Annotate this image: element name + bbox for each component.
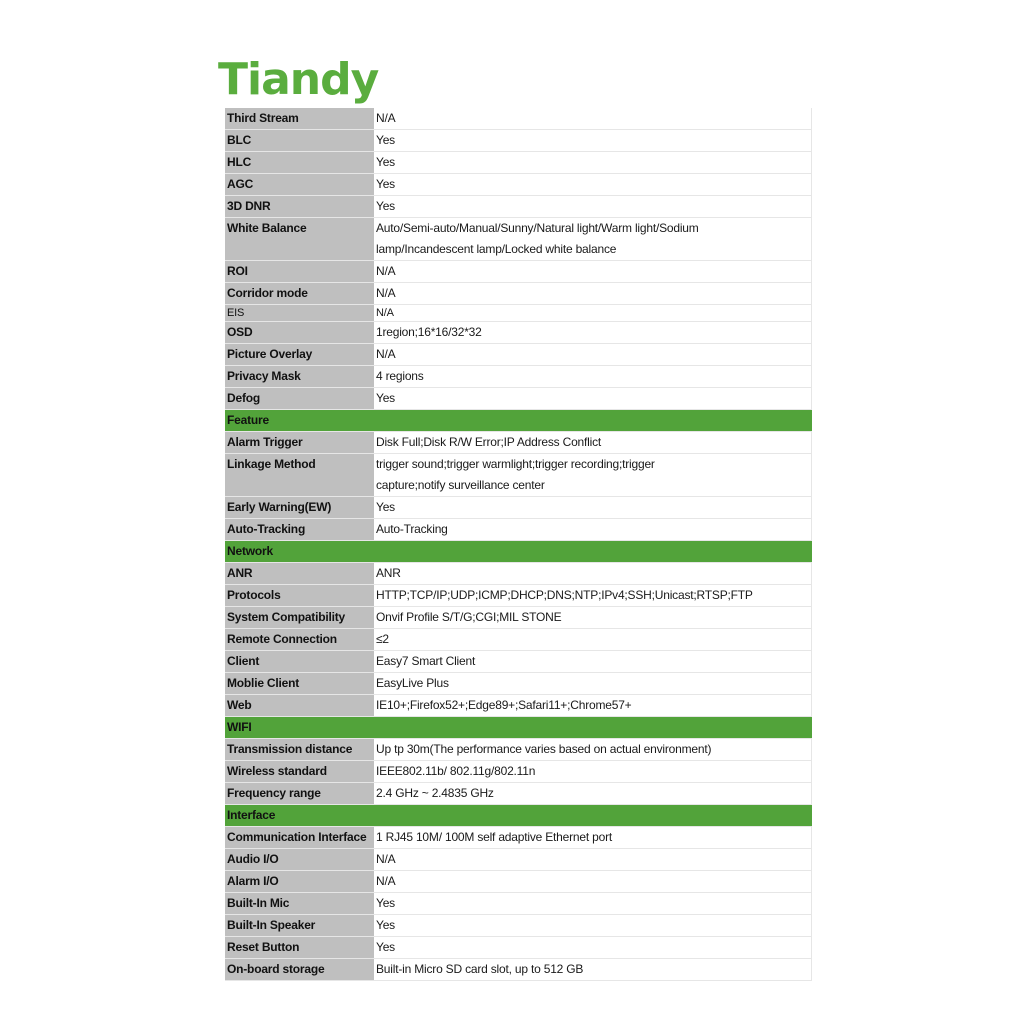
- spec-key: BLC: [225, 130, 374, 152]
- section-fill: [374, 541, 811, 563]
- section-fill: [374, 410, 811, 432]
- spec-value: N/A: [374, 108, 811, 130]
- spec-key: Built-In Mic: [225, 893, 374, 915]
- spec-value: [374, 218, 811, 261]
- spec-key: Communication Interface: [225, 827, 374, 849]
- spec-value: ≤2: [374, 629, 811, 651]
- spec-value: Disk Full;Disk R/W Error;IP Address Conflict: [374, 432, 811, 454]
- spec-row: [225, 783, 811, 805]
- spec-value: N/A: [374, 261, 811, 283]
- spec-row: [225, 108, 811, 130]
- spec-key: Early Warning(EW): [225, 497, 374, 519]
- spec-row: [225, 130, 811, 152]
- spec-key: Defog: [225, 388, 374, 410]
- spec-key: Moblie Client: [225, 673, 374, 695]
- spec-key: OSD: [225, 322, 374, 344]
- spec-value: Yes: [374, 152, 811, 174]
- spec-row: [225, 432, 811, 454]
- spec-key: ROI: [225, 261, 374, 283]
- spec-value: Yes: [374, 937, 811, 959]
- spec-value: Onvif Profile S/T/G;CGI;MIL STONE: [374, 607, 811, 629]
- spec-row: [225, 695, 811, 717]
- spec-value: 2.4 GHz ~ 2.4835 GHz: [374, 783, 811, 805]
- spec-row: [225, 454, 811, 497]
- spec-value: 4 regions: [374, 366, 811, 388]
- spec-row: [225, 959, 811, 981]
- spec-value: Auto-Tracking: [374, 519, 811, 541]
- spec-value: [374, 454, 811, 497]
- spec-value: ANR: [374, 563, 811, 585]
- spec-value: 1region;16*16/32*32: [374, 322, 811, 344]
- spec-value: Yes: [374, 497, 811, 519]
- spec-key: 3D DNR: [225, 196, 374, 218]
- spec-row: [225, 261, 811, 283]
- spec-key: Reset Button: [225, 937, 374, 959]
- spec-key: On-board storage: [225, 959, 374, 981]
- spec-row: [225, 322, 811, 344]
- spec-row: [225, 497, 811, 519]
- spec-key: Web: [225, 695, 374, 717]
- spec-row: [225, 651, 811, 673]
- spec-key: Audio I/O: [225, 849, 374, 871]
- spec-row: [225, 849, 811, 871]
- spec-value: Easy7 Smart Client: [374, 651, 811, 673]
- spec-value: Up tp 30m(The performance varies based on actual environment): [374, 739, 811, 761]
- spec-value-line: capture;notify surveillance center: [376, 478, 545, 492]
- spec-value: N/A: [374, 849, 811, 871]
- section-title: Network: [225, 541, 374, 563]
- spec-key: Alarm Trigger: [225, 432, 374, 454]
- spec-value: Yes: [374, 388, 811, 410]
- spec-row: [225, 196, 811, 218]
- spec-key: AGC: [225, 174, 374, 196]
- spec-row: [225, 739, 811, 761]
- spec-row: [225, 761, 811, 783]
- spec-key: Auto-Tracking: [225, 519, 374, 541]
- spec-key: Client: [225, 651, 374, 673]
- spec-row: [225, 305, 811, 322]
- spec-key: HLC: [225, 152, 374, 174]
- section-header-row: [225, 717, 811, 739]
- spec-value: N/A: [374, 305, 811, 322]
- spec-value: 1 RJ45 10M/ 100M self adaptive Ethernet port: [374, 827, 811, 849]
- tiandy-logo: Tiandy: [218, 54, 379, 105]
- spec-value: Built-in Micro SD card slot, up to 512 GB: [374, 959, 811, 981]
- spec-value-line: lamp/Incandescent lamp/Locked white balance: [376, 242, 617, 256]
- section-title: Feature: [225, 410, 374, 432]
- spec-key: Frequency range: [225, 783, 374, 805]
- spec-row: [225, 871, 811, 893]
- spec-row: [225, 283, 811, 305]
- spec-key: Alarm I/O: [225, 871, 374, 893]
- spec-row: [225, 388, 811, 410]
- spec-table-body: [225, 108, 811, 981]
- spec-key: Remote Connection: [225, 629, 374, 651]
- spec-value-line: trigger sound;trigger warmlight;trigger recording;trigger: [376, 457, 655, 471]
- spec-row: [225, 366, 811, 388]
- spec-key: Transmission distance: [225, 739, 374, 761]
- spec-row: [225, 344, 811, 366]
- section-title: Interface: [225, 805, 374, 827]
- spec-key: Wireless standard: [225, 761, 374, 783]
- spec-key: Protocols: [225, 585, 374, 607]
- spec-key: Third Stream: [225, 108, 374, 130]
- spec-value: Yes: [374, 130, 811, 152]
- spec-value: Yes: [374, 893, 811, 915]
- spec-key: White Balance: [225, 218, 374, 261]
- spec-value-line: Auto/Semi-auto/Manual/Sunny/Natural light/Warm light/Sodium: [376, 221, 699, 235]
- spec-value: N/A: [374, 871, 811, 893]
- section-header-row: [225, 805, 811, 827]
- spec-row: [225, 218, 811, 261]
- spec-row: [225, 563, 811, 585]
- section-header-row: [225, 410, 811, 432]
- spec-sheet: [225, 108, 811, 981]
- spec-row: [225, 174, 811, 196]
- spec-row: [225, 629, 811, 651]
- section-fill: [374, 805, 811, 827]
- spec-value: IEEE802.11b/ 802.11g/802.11n: [374, 761, 811, 783]
- spec-key: ANR: [225, 563, 374, 585]
- spec-value: N/A: [374, 283, 811, 305]
- spec-key: EIS: [225, 305, 374, 322]
- spec-row: [225, 585, 811, 607]
- spec-key: System Compatibility: [225, 607, 374, 629]
- spec-key: Privacy Mask: [225, 366, 374, 388]
- spec-key: Picture Overlay: [225, 344, 374, 366]
- spec-key: Linkage Method: [225, 454, 374, 497]
- spec-key: Corridor mode: [225, 283, 374, 305]
- spec-row: [225, 827, 811, 849]
- section-title: WIFI: [225, 717, 374, 739]
- spec-value: IE10+;Firefox52+;Edge89+;Safari11+;Chrome57+: [374, 695, 811, 717]
- spec-row: [225, 673, 811, 695]
- spec-value: Yes: [374, 196, 811, 218]
- spec-key: Built-In Speaker: [225, 915, 374, 937]
- spec-row: [225, 915, 811, 937]
- spec-value: Yes: [374, 915, 811, 937]
- spec-row: [225, 937, 811, 959]
- spec-row: [225, 519, 811, 541]
- spec-table: [225, 108, 812, 981]
- spec-row: [225, 893, 811, 915]
- spec-row: [225, 152, 811, 174]
- spec-value: N/A: [374, 344, 811, 366]
- section-header-row: [225, 541, 811, 563]
- spec-value: Yes: [374, 174, 811, 196]
- spec-value: HTTP;TCP/IP;UDP;ICMP;DHCP;DNS;NTP;IPv4;SSH;Unicast;RTSP;FTP: [374, 585, 811, 607]
- spec-row: [225, 607, 811, 629]
- spec-value: EasyLive Plus: [374, 673, 811, 695]
- section-fill: [374, 717, 811, 739]
